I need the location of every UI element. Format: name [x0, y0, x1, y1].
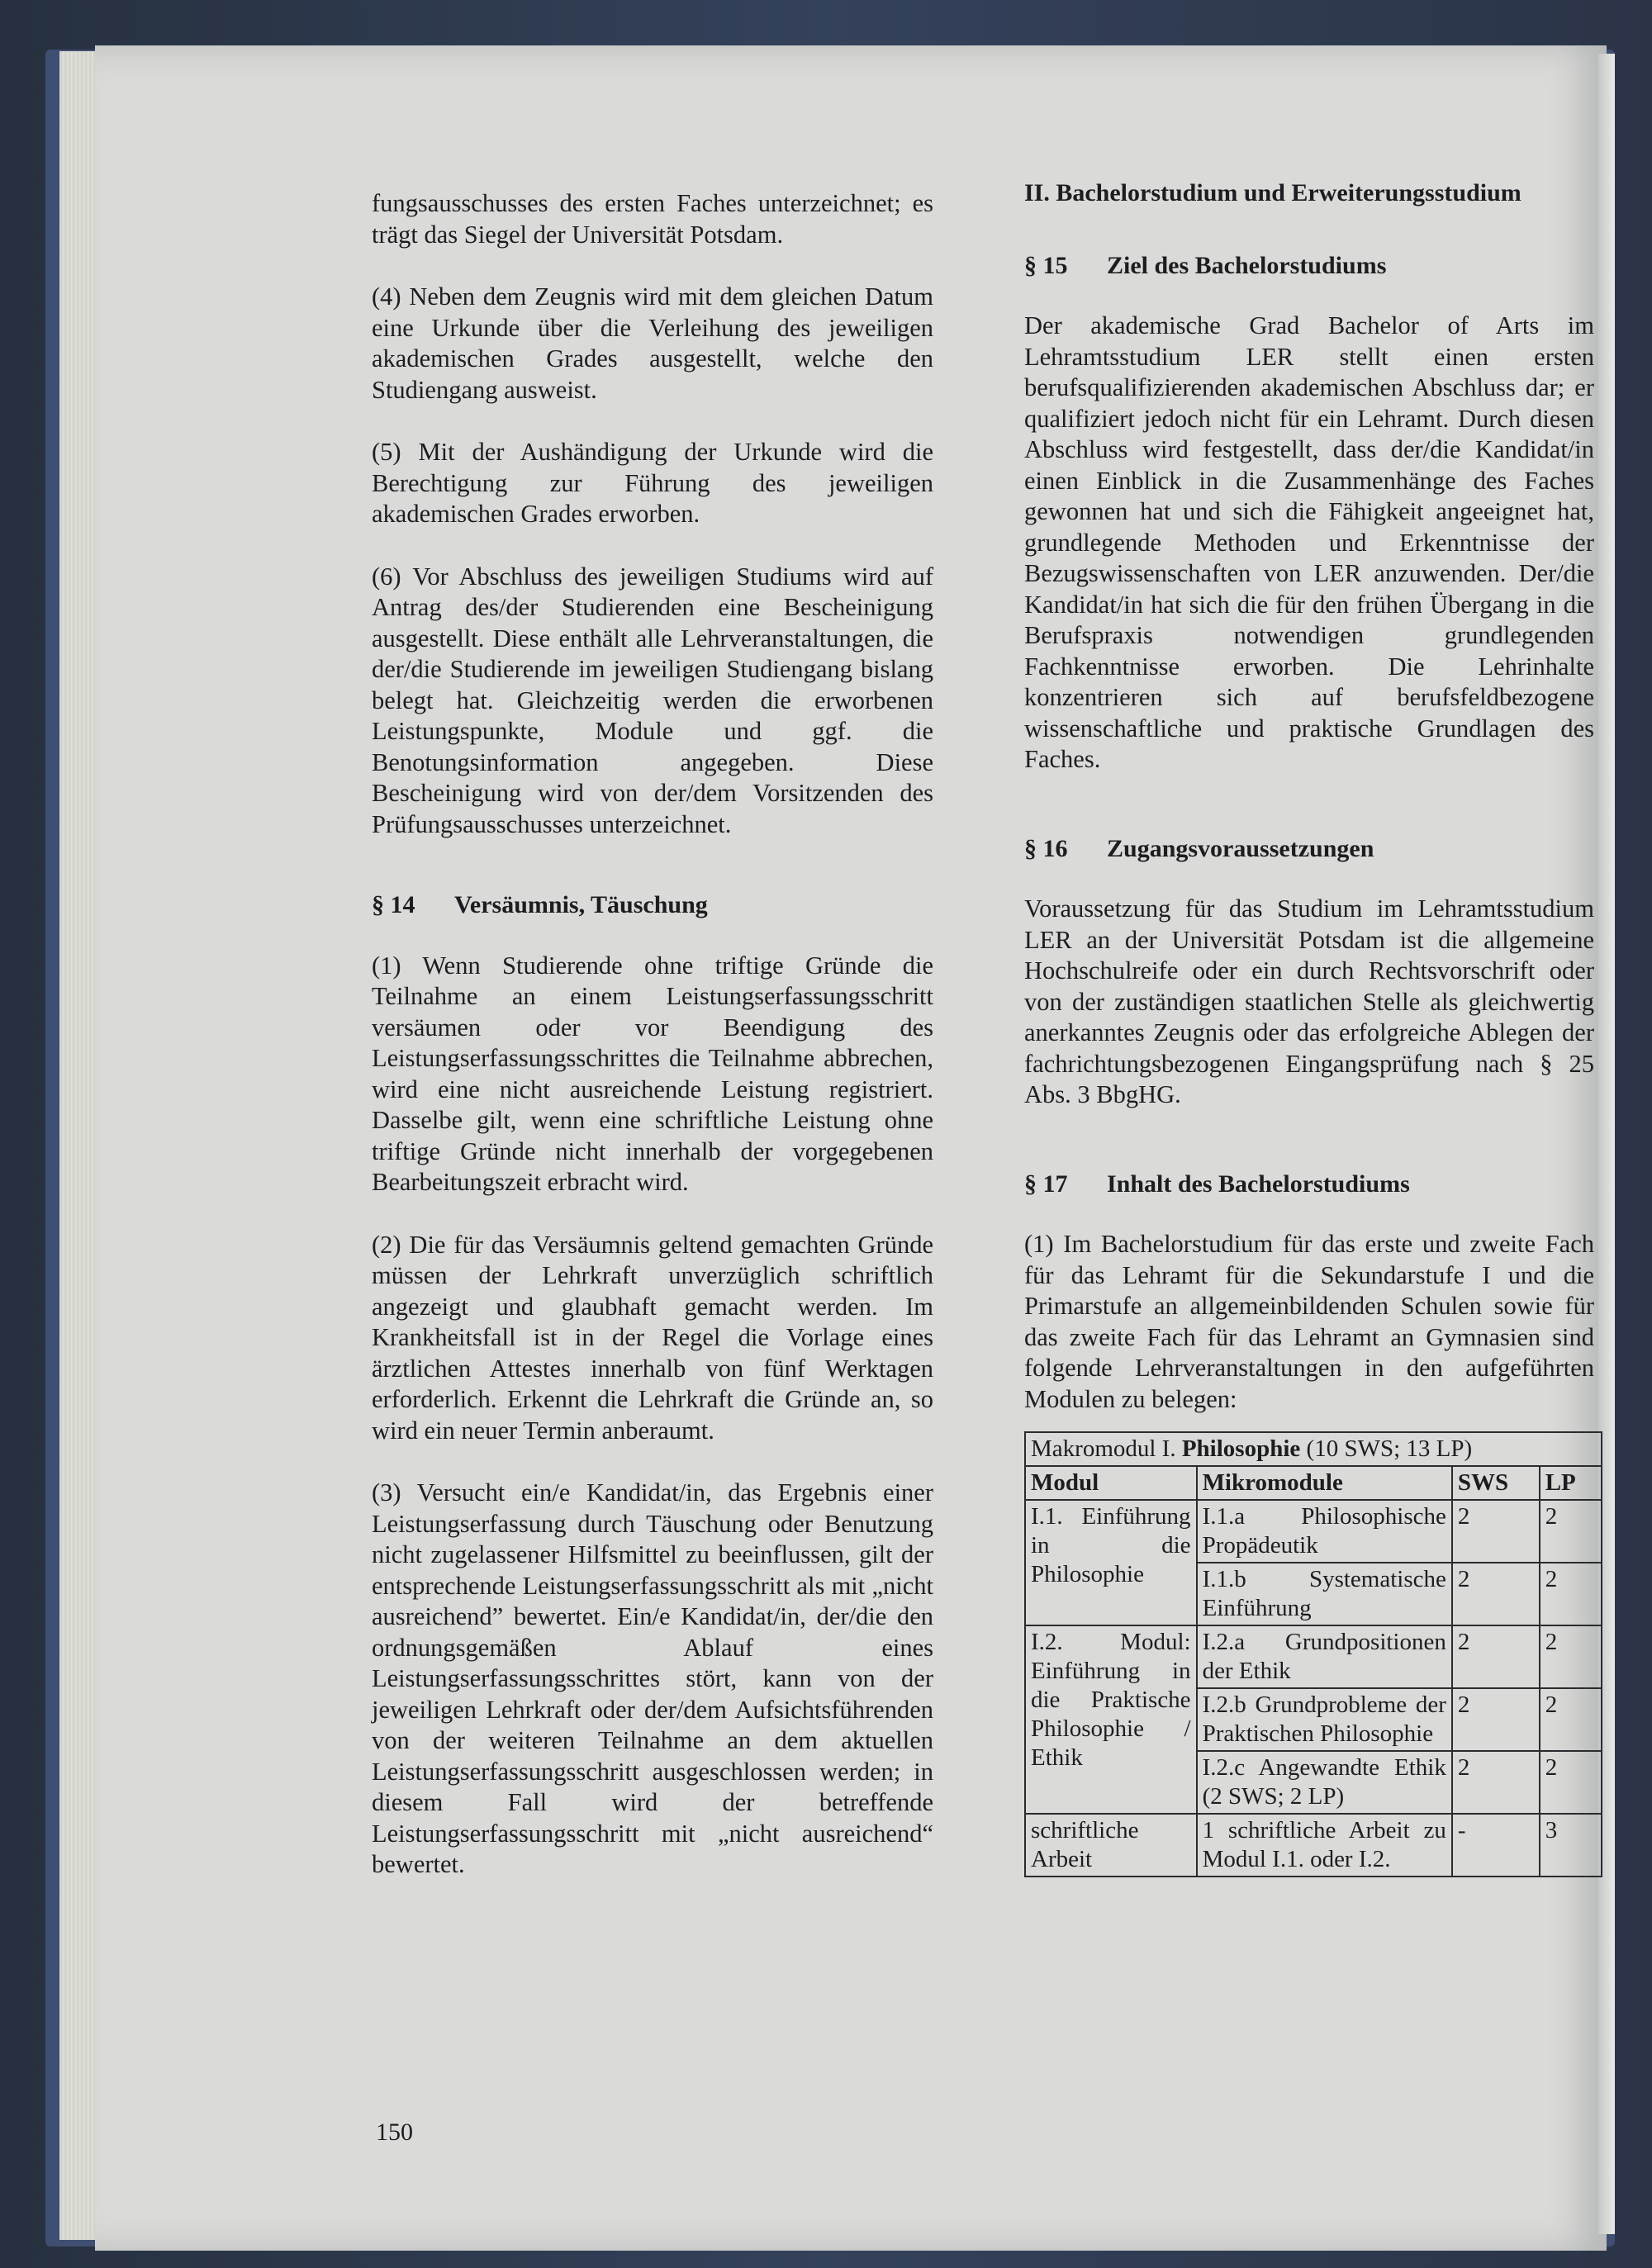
table-cell-mikro: I.1.b Systematische Einführung: [1197, 1563, 1452, 1625]
part-heading: II. Bachelorstudium und Erweiterungsstudium: [1024, 179, 1521, 206]
table-cell-mikro: I.2.c Angewandte Ethik (2 SWS; 2 LP): [1197, 1751, 1452, 1814]
header-sws: SWS: [1452, 1466, 1540, 1500]
table-cell-modul: I.1. Einführung in die Philosophie: [1025, 1500, 1197, 1625]
section-16-number: § 16: [1024, 834, 1068, 862]
table-cell-lp: 2: [1540, 1625, 1602, 1688]
section-15-number: § 15: [1024, 251, 1068, 279]
table-caption-row: [1025, 1432, 1602, 1466]
section-14-title: Versäumnis, Täuschung: [454, 891, 708, 918]
section-16-title: Zugangsvoraussetzungen: [1107, 834, 1374, 862]
table-row: [1025, 1500, 1602, 1563]
paragraph-continued: fungsausschusses des ersten Faches unterzeichnet; es trägt das Siegel der Universität Potsdam.: [372, 189, 933, 249]
header-lp: LP: [1540, 1466, 1602, 1500]
section-17-heading: [1024, 1169, 1594, 1200]
section-16-text: Voraussetzung für das Studium im Lehramtsstudium LER an der Universität Potsdam ist die allgemeine Hochschulreife oder ein durch Rechtsvorschrift oder von der zuständigen staatlichen Stelle als gleichwertig anerkanntes Zeugnis oder das erfolgreiche Ablegen der fachrichtungsbezogenen Eingangsprüfung nach § 25 Abs. 3 BbgHG.: [1024, 894, 1594, 1108]
table-cell-sws: -: [1452, 1814, 1540, 1877]
header-modul: Modul: [1025, 1466, 1197, 1500]
section-14-paragraph-1: (1) Wenn Studierende ohne triftige Gründe die Teilnahme an einem Leistungserfassungsschritt versäumen oder vor Beendigung des Leistungserfassungsschrittes die Teilnahme abbrechen, wird eine nicht ausreichende Leistung registriert. Dasselbe gilt, wenn eine schriftliche Leistung ohne triftige Gründe nicht innerhalb der vorgegebenen Bearbeitungszeit erbracht wird.: [372, 951, 933, 1196]
page-right-edge: [1598, 54, 1615, 2234]
table-cell-modul: I.2. Modul: Einführung in die Praktische Philosophie / Ethik: [1025, 1625, 1197, 1814]
table-caption-bold: Philosophie: [1181, 1435, 1301, 1462]
table-row: [1025, 1625, 1602, 1688]
table-caption: [1025, 1432, 1602, 1466]
table-cell-sws: 2: [1452, 1688, 1540, 1751]
right-column: [1024, 178, 1594, 1877]
table-header-row: [1025, 1466, 1602, 1500]
table-cell-sws: 2: [1452, 1500, 1540, 1563]
section-15-heading: [1024, 250, 1594, 282]
section-14-paragraph-3: (3) Versucht ein/e Kandidat/in, das Ergebnis einer Leistungserfassung durch Täuschung oder Benutzung nicht zugelassener Hilfsmittel zu beeinflussen, gilt der entsprechende Leistungserfassungsschritt als mit „nicht ausreichend” bewertet. Ein/e Kandidat/in, der/die den ordnungsgemäßen Ablauf eines Leistungserfassungsschrittes stört, kann von der jeweiligen Lehrkraft oder der/dem Aufsichtsführenden von der weiteren Teilnahme an dem aktuellen Leistungserfassungsschritt ausgeschlossen werden; in diesem Fall wird der betreffende Leistungserfassungsschritt mit „nicht ausreichend“ bewertet.: [372, 1478, 933, 1878]
section-17-title: Inhalt des Bachelorstudiums: [1107, 1170, 1410, 1198]
section-17-number: § 17: [1024, 1170, 1068, 1198]
table-caption-prefix: Makromodul I.: [1031, 1435, 1176, 1462]
header-mikromodule: Mikromodule: [1197, 1466, 1452, 1500]
table-row: [1025, 1814, 1602, 1877]
section-15-title: Ziel des Bachelorstudiums: [1107, 251, 1387, 279]
section-15-text: Der akademische Grad Bachelor of Arts im Lehramtsstudium LER stellt einen ersten berufsqualifizierenden akademischen Abschluss dar; er qualifiziert jedoch nicht für ein Lehramt. Durch diesen Abschluss wird festgestellt, dass der/die Kandidat/in einen Einblick in die Zusammenhänge des Faches gewonnen hat und sich die Fähigkeit angeeignet hat, grundlegende Methoden und Erkenntnisse der Bezugswissenschaften von LER anzuwenden. Der/die Kandidat/in hat sich die für den frühen Übergang in die Berufspraxis notwendigen grundlegenden Fachkenntnisse erworben. Die Lehrinhalte konzentrieren sich auf berufsfeldbezogene wissenschaftliche und praktische Grundlagen des Faches.: [1024, 311, 1594, 773]
table-cell-lp: 3: [1540, 1814, 1602, 1877]
section-14-paragraph-2: (2) Die für das Versäumnis geltend gemachten Gründe müssen der Lehrkraft unverzüglich schriftlich angezeigt und glaubhaft gemacht werden. Im Krankheitsfall ist in der Regel die Vorlage eines ärztlichen Attestes innerhalb von fünf Werktagen erforderlich. Erkennt die Lehrkraft die Gründe an, so wird ein neuer Termin anberaumt.: [372, 1230, 933, 1445]
table-cell-mikro: I.2.a Grundpositionen der Ethik: [1197, 1625, 1452, 1688]
page-number: 150: [376, 2119, 413, 2146]
table-cell-sws: 2: [1452, 1563, 1540, 1625]
module-table: [1024, 1431, 1602, 1877]
section-17-text: (1) Im Bachelorstudium für das erste und zweite Fach für das Lehramt für die Sekundarstufe I und die Primarstufe an allgemeinbildenden Schulen sowie für das zweite Fach für das Lehramt an Gymnasien sind folgende Lehrveranstaltungen in den aufgeführten Modulen zu belegen:: [1024, 1230, 1594, 1413]
table-cell-lp: 2: [1540, 1563, 1602, 1625]
table-cell-mikro: I.1.a Philosophische Propädeutik: [1197, 1500, 1452, 1563]
left-column: [372, 188, 933, 1912]
table-cell-sws: 2: [1452, 1625, 1540, 1688]
paragraph-4: (4) Neben dem Zeugnis wird mit dem gleichen Datum eine Urkunde über die Verleihung des jeweiligen akademischen Grades ausgestellt, welche den Studiengang ausweist.: [372, 282, 933, 404]
table-cell-lp: 2: [1540, 1500, 1602, 1563]
section-16-heading: [1024, 833, 1594, 865]
paragraph-6: (6) Vor Abschluss des jeweiligen Studiums wird auf Antrag des/der Studierenden eine Bescheinigung ausgestellt. Diese enthält alle Lehrveranstaltungen, die der/die Studierende im jeweiligen Studiengang bislang belegt hat. Gleichzeitig werden die erworbenen Leistungspunkte, Module und ggf. die Benotungsinformation angegeben. Diese Bescheinigung wird von der/dem Vorsitzenden des Prüfungsausschusses unterzeichnet.: [372, 562, 933, 838]
table-cell-modul: schriftliche Arbeit: [1025, 1814, 1197, 1877]
table-cell-mikro: 1 schriftliche Arbeit zu Modul I.1. oder I.2.: [1197, 1814, 1452, 1877]
section-14-number: § 14: [372, 891, 415, 918]
table-cell-lp: 2: [1540, 1751, 1602, 1814]
table-caption-suffix: (10 SWS; 13 LP): [1306, 1435, 1473, 1462]
paragraph-5: (5) Mit der Aushändigung der Urkunde wird die Berechtigung zur Führung des jeweiligen akademischen Grades erworben.: [372, 438, 933, 528]
table-cell-lp: 2: [1540, 1688, 1602, 1751]
section-14-heading: [372, 890, 933, 921]
table-cell-sws: 2: [1452, 1751, 1540, 1814]
table-cell-mikro: I.2.b Grundprobleme der Praktischen Philosophie: [1197, 1688, 1452, 1751]
